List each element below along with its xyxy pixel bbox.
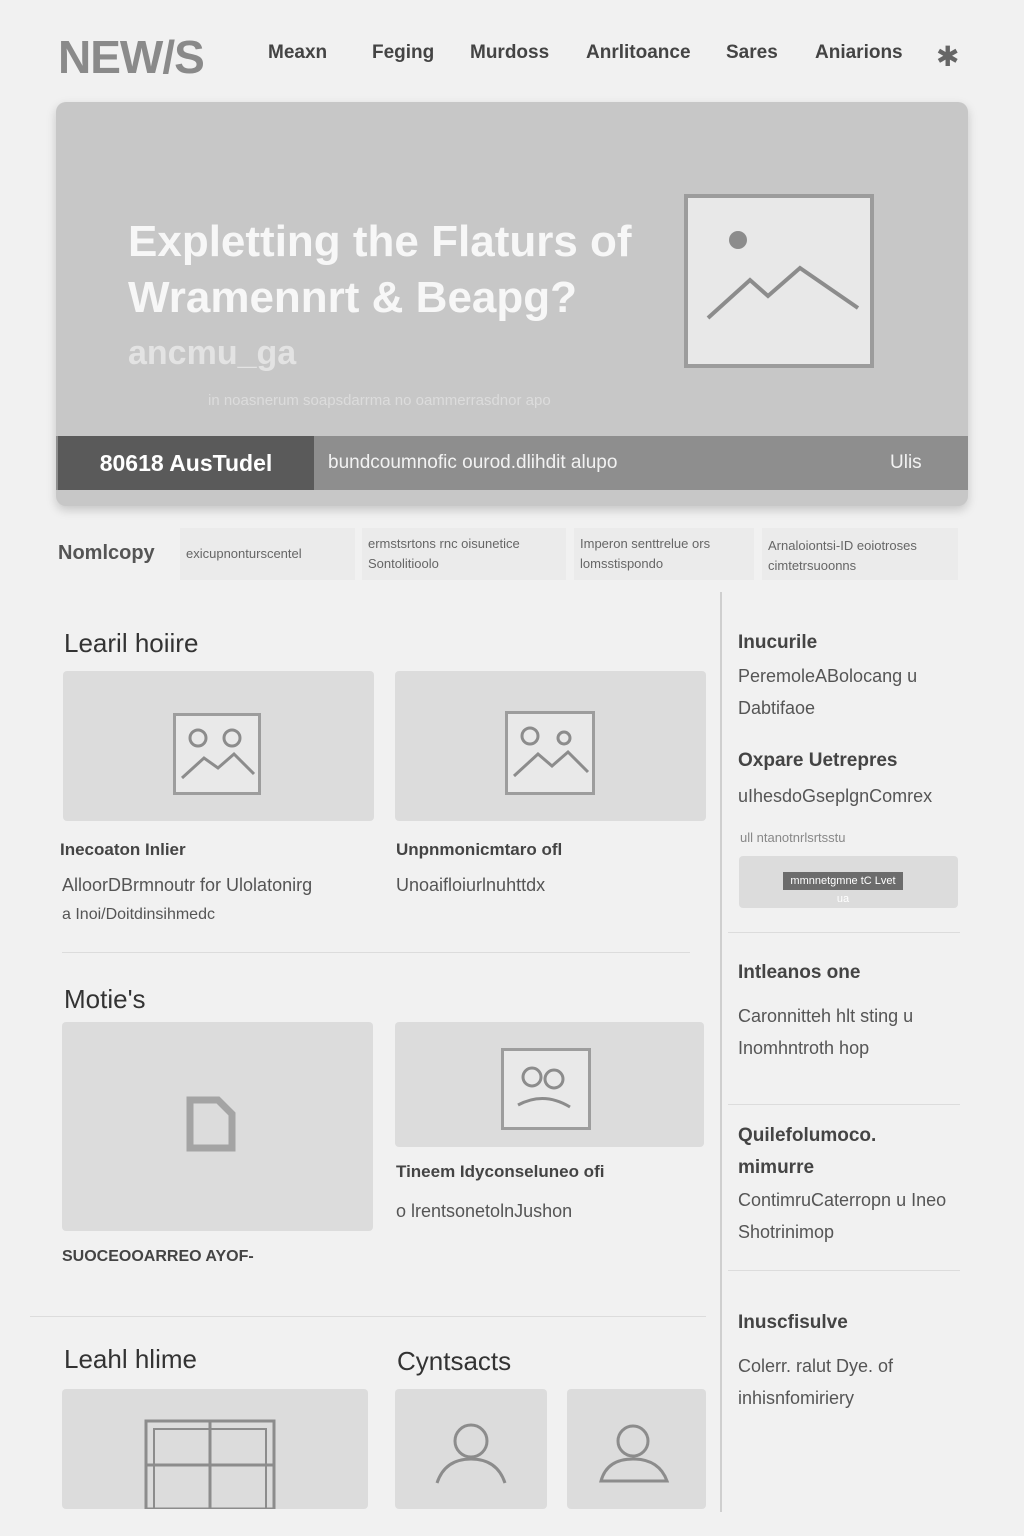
user-icon (597, 1423, 673, 1489)
image-icon (173, 713, 261, 795)
nav-item-5[interactable]: Sares (726, 42, 778, 63)
sidebar-divider (728, 1270, 960, 1271)
section-title[interactable]: Cyntsacts (397, 1346, 512, 1376)
gear-icon[interactable]: ✱ (936, 41, 960, 72)
sidebar-text: ContimruCaterropn u Ineo Shotrinimop (738, 1190, 947, 1242)
sidebar-title[interactable]: Inuscfisulve (738, 1312, 848, 1333)
sidebar-text: PeremoleABolocang u Dabtifaoe (738, 666, 918, 718)
hero-subtitle: ancmu_ga (128, 334, 297, 372)
sidebar-text: Colerr. ralut Dye. of inhisnfomiriery (738, 1356, 894, 1408)
sidebar-divider (728, 932, 960, 933)
section-title[interactable]: Learil hoiire (64, 628, 199, 658)
section-divider (30, 1316, 706, 1317)
card-title[interactable]: SUOCEOOARREO AYOF- (62, 1248, 254, 1265)
sidebar-divider (728, 1104, 960, 1105)
nav-item-2[interactable]: Feging (372, 42, 435, 63)
card-image[interactable] (395, 671, 706, 821)
hero-caption: in noasnerum soapsdarrma no oammerrasdnor apo (208, 392, 551, 409)
sidebar-title[interactable]: Intleanos one (738, 962, 861, 983)
ticker-item[interactable] (762, 528, 958, 580)
ticker-text: Arnaloiontsi-ID eoiotroses (768, 538, 917, 553)
hero-bar-text[interactable]: bundcoumnofic ourod.dlihdit alupo (328, 452, 618, 473)
ticker-text: Sontolitioolo (368, 556, 439, 571)
ticker-text: lomsstispondo (580, 556, 664, 571)
nav-item-4[interactable]: Anrlitoance (586, 42, 691, 63)
card-title[interactable]: Unpnmonicmtaro ofl (396, 840, 563, 859)
sidebar-title[interactable]: Oxpare Uetrepres (738, 750, 898, 771)
ticker-item[interactable] (180, 528, 355, 580)
site-logo[interactable]: NEW/S (58, 31, 204, 83)
section-title[interactable]: Motie's (64, 984, 146, 1014)
contact-card[interactable] (395, 1389, 547, 1509)
sidebar-text: uIhesdoGseplgnComrex (738, 786, 933, 806)
column-divider (720, 592, 722, 1512)
ticker-label[interactable]: Nomlcopy (58, 542, 155, 564)
ticker-item[interactable] (574, 528, 754, 580)
section-title[interactable]: Leahl hlime (64, 1344, 197, 1374)
sidebar-title[interactable]: Quilefolumoco. mimurre (738, 1125, 877, 1178)
image-icon (688, 198, 870, 364)
image-icon (501, 1048, 591, 1130)
image-icon (505, 711, 595, 795)
user-icon (431, 1419, 511, 1489)
hero-bar-label[interactable]: 80618 AusTudel (58, 436, 314, 490)
hero-image-placeholder (684, 194, 874, 368)
card-title[interactable]: Tineem Idyconseluneo ofi (396, 1162, 605, 1181)
card-text: AlloorDBrmnoutr for Ulolatonirg (62, 875, 313, 895)
card-text: a Inoi/Doitdinsihmedc (62, 906, 215, 923)
ticker-item[interactable] (362, 528, 566, 580)
ticker-text: cimtetrsuoonns (768, 558, 857, 573)
section-divider (62, 952, 690, 953)
nav-item-3[interactable]: Murdoss (470, 42, 550, 63)
card-image[interactable] (62, 1389, 368, 1509)
contact-card[interactable] (567, 1389, 706, 1509)
card-text: Unoaifloiurlnuhttdx (396, 875, 546, 895)
window-icon (142, 1417, 278, 1509)
ticker-text: Imperon senttrelue ors (580, 536, 711, 551)
document-icon (182, 1094, 242, 1154)
card-image[interactable] (395, 1022, 704, 1147)
card-title[interactable]: Inecoaton Inlier (60, 840, 186, 859)
nav-item-1[interactable]: Meaxn (268, 42, 328, 63)
hero-bar-right[interactable]: Ulis (890, 452, 922, 473)
sidebar-text: Caronnitteh hlt sting u Inomhntroth hop (738, 1006, 914, 1058)
hero-title[interactable]: Expletting the Flaturs of Wramennrt & Beapg? (128, 217, 632, 322)
sidebar-small-text: ull ntanotnrlsrtsstu (740, 830, 846, 845)
ticker-text: ermstsrtons rnc oisunetice (368, 536, 520, 551)
sidebar-title[interactable]: Inucurile (738, 632, 818, 653)
card-text: o lrentsonetolnJushon (396, 1201, 573, 1221)
sidebar-button-label[interactable]: mmnnetgmne tC Lvet ua (783, 872, 903, 890)
ticker-text: exicupnonturscentel (186, 546, 302, 561)
card-image[interactable] (63, 671, 374, 821)
nav-item-6[interactable]: Aniarions (815, 42, 903, 63)
card-image[interactable] (62, 1022, 373, 1231)
hero-banner[interactable] (56, 102, 968, 506)
